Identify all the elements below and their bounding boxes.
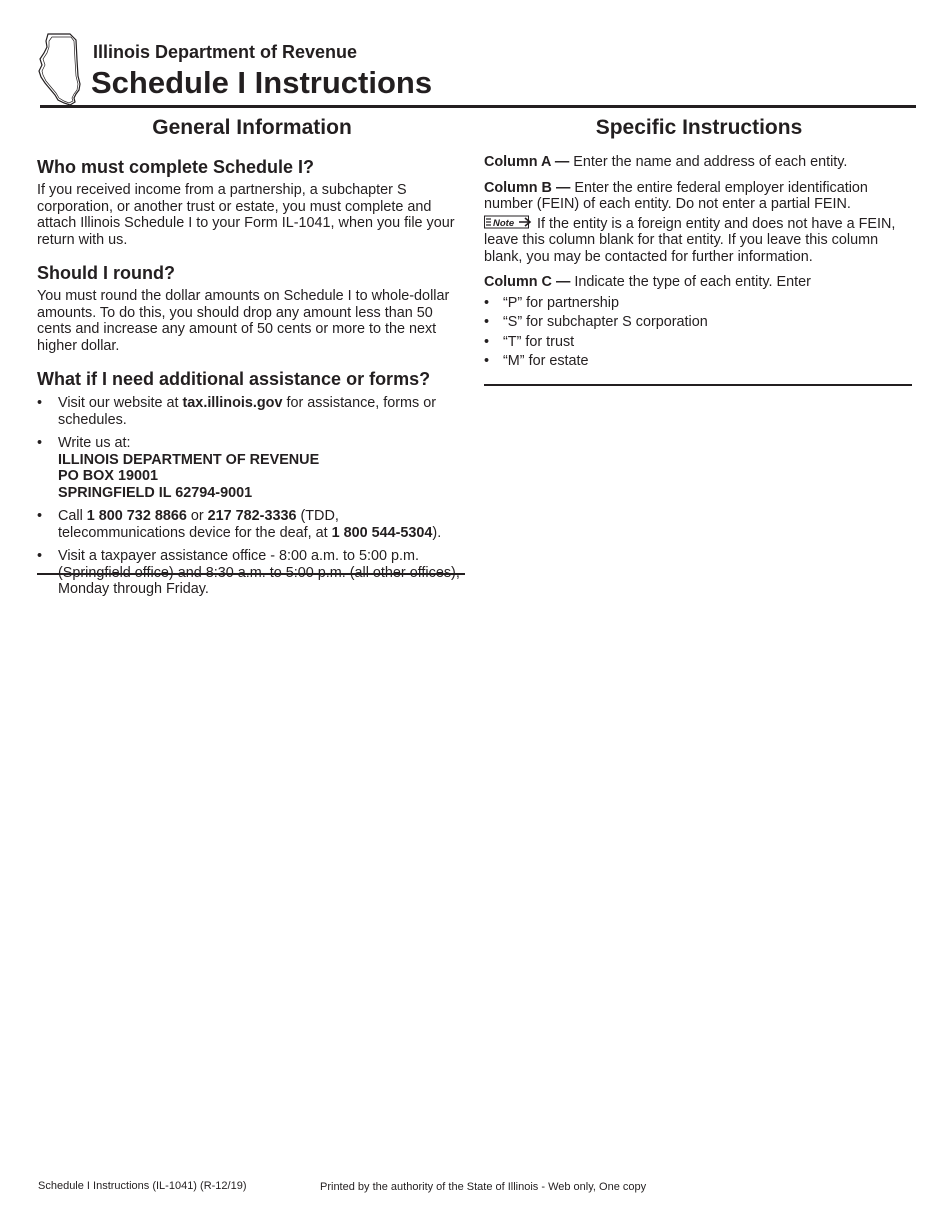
call-pre: Call xyxy=(58,508,83,524)
bullet-icon: • xyxy=(37,435,43,451)
call-or: or xyxy=(190,508,204,524)
who-heading: Who must complete Schedule I? xyxy=(37,157,315,177)
illinois-state-outline-icon xyxy=(36,32,86,106)
bullet-icon: • xyxy=(484,333,490,350)
website-post: for assistance, forms or schedules. xyxy=(58,395,437,428)
assist-list xyxy=(37,395,467,598)
page-title: Schedule I Instructions xyxy=(91,65,433,100)
column-b-instruction xyxy=(484,180,914,213)
footer-authority: Printed by the authority of the State of Illinois - Web only, One copy xyxy=(320,1181,647,1193)
address-line: PO BOX 19001 xyxy=(58,468,158,484)
write-label: Write us at: xyxy=(58,435,131,451)
footer-form-id: Schedule I Instructions (IL-1041) (R-12/19) xyxy=(38,1180,247,1192)
list-item xyxy=(484,353,914,370)
list-item xyxy=(37,395,467,428)
note-arrow-icon xyxy=(484,215,534,230)
column-a-label: Column A — xyxy=(484,154,570,170)
bullet-icon: • xyxy=(37,395,43,411)
round-text: You must round the dollar amounts on Schedule I to whole-dollar amounts. To do this, you should drop any amount less than 50 cents and increase any amount of 50 cents or more to the next higher dollar. xyxy=(37,288,450,354)
specific-instructions-heading: Specific Instructions xyxy=(595,116,803,139)
entity-type: “M” for estate xyxy=(503,353,589,369)
call-mid: (TDD, telecommunications device for the deaf, at xyxy=(58,508,339,541)
list-item xyxy=(484,314,914,331)
page-header xyxy=(36,32,916,108)
column-a-instruction xyxy=(484,154,914,171)
call-post: ). xyxy=(432,524,442,541)
entity-type: “P” for partnership xyxy=(503,294,619,311)
tdd-number: 1 800 544-5304 xyxy=(331,524,433,541)
address-line: ILLINOIS DEPARTMENT OF REVENUE xyxy=(58,451,320,468)
column-a-text: Enter the name and address of each entity. xyxy=(573,154,848,170)
assist-section xyxy=(37,368,467,598)
column-b-text: Enter the entire federal employer identification number (FEIN) of each entity. Do not enter a partial FEIN. xyxy=(484,179,868,212)
phone-number: 1 800 732 8866 xyxy=(86,508,187,524)
bullet-icon: • xyxy=(37,548,43,564)
bullet-icon: • xyxy=(484,314,490,330)
general-information-column xyxy=(37,114,467,605)
entity-type: “S” for subchapter S corporation xyxy=(503,314,708,330)
round-heading: Should I round? xyxy=(37,263,175,283)
column-c-text: Indicate the type of each entity. Enter xyxy=(574,274,811,290)
note-label: Note xyxy=(493,217,515,229)
column-c-instruction xyxy=(484,274,914,291)
round-section xyxy=(37,262,467,354)
assist-heading: What if I need additional assistance or forms? xyxy=(37,369,431,389)
specific-instructions-column xyxy=(484,114,914,373)
bullet-icon: • xyxy=(37,508,43,524)
department-name: Illinois Department of Revenue xyxy=(93,42,358,62)
right-column-end-rule xyxy=(484,384,912,386)
website-link[interactable]: tax.illinois.gov xyxy=(182,395,283,411)
column-b-label: Column B — xyxy=(484,179,571,196)
list-item xyxy=(37,508,467,541)
list-item xyxy=(484,295,914,312)
note-text: If the entity is a foreign entity and does not have a FEIN, leave this column blank for that entity. If you leave this column blank, you may be contacted for further information. xyxy=(484,215,896,265)
note-paragraph xyxy=(484,215,914,266)
entity-type: “T” for trust xyxy=(503,333,575,350)
phone-number: 217 782-3336 xyxy=(207,508,297,524)
left-column-end-rule xyxy=(37,573,465,575)
list-item xyxy=(37,435,467,501)
general-information-heading: General Information xyxy=(152,116,352,139)
column-c-label: Column C — xyxy=(484,274,571,290)
website-pre: Visit our website at xyxy=(58,395,179,411)
office-text: Visit a taxpayer assistance office - 8:00 a.m. to 5:00 p.m. Monday through Friday. xyxy=(58,548,420,597)
who-section xyxy=(37,156,467,248)
who-text: If you received income from a partnership, a subchapter S corporation, or another trust or estate, you must complete and attach Illinois Schedule I to your Form IL-1041, when you file your return with us. xyxy=(37,182,455,248)
list-item xyxy=(484,334,914,351)
bullet-icon: • xyxy=(484,353,490,369)
address-line: SPRINGFIELD IL 62794-9001 xyxy=(58,484,253,501)
bullet-icon: • xyxy=(484,294,490,311)
header-rule xyxy=(40,105,916,108)
entity-type-list xyxy=(484,295,914,370)
